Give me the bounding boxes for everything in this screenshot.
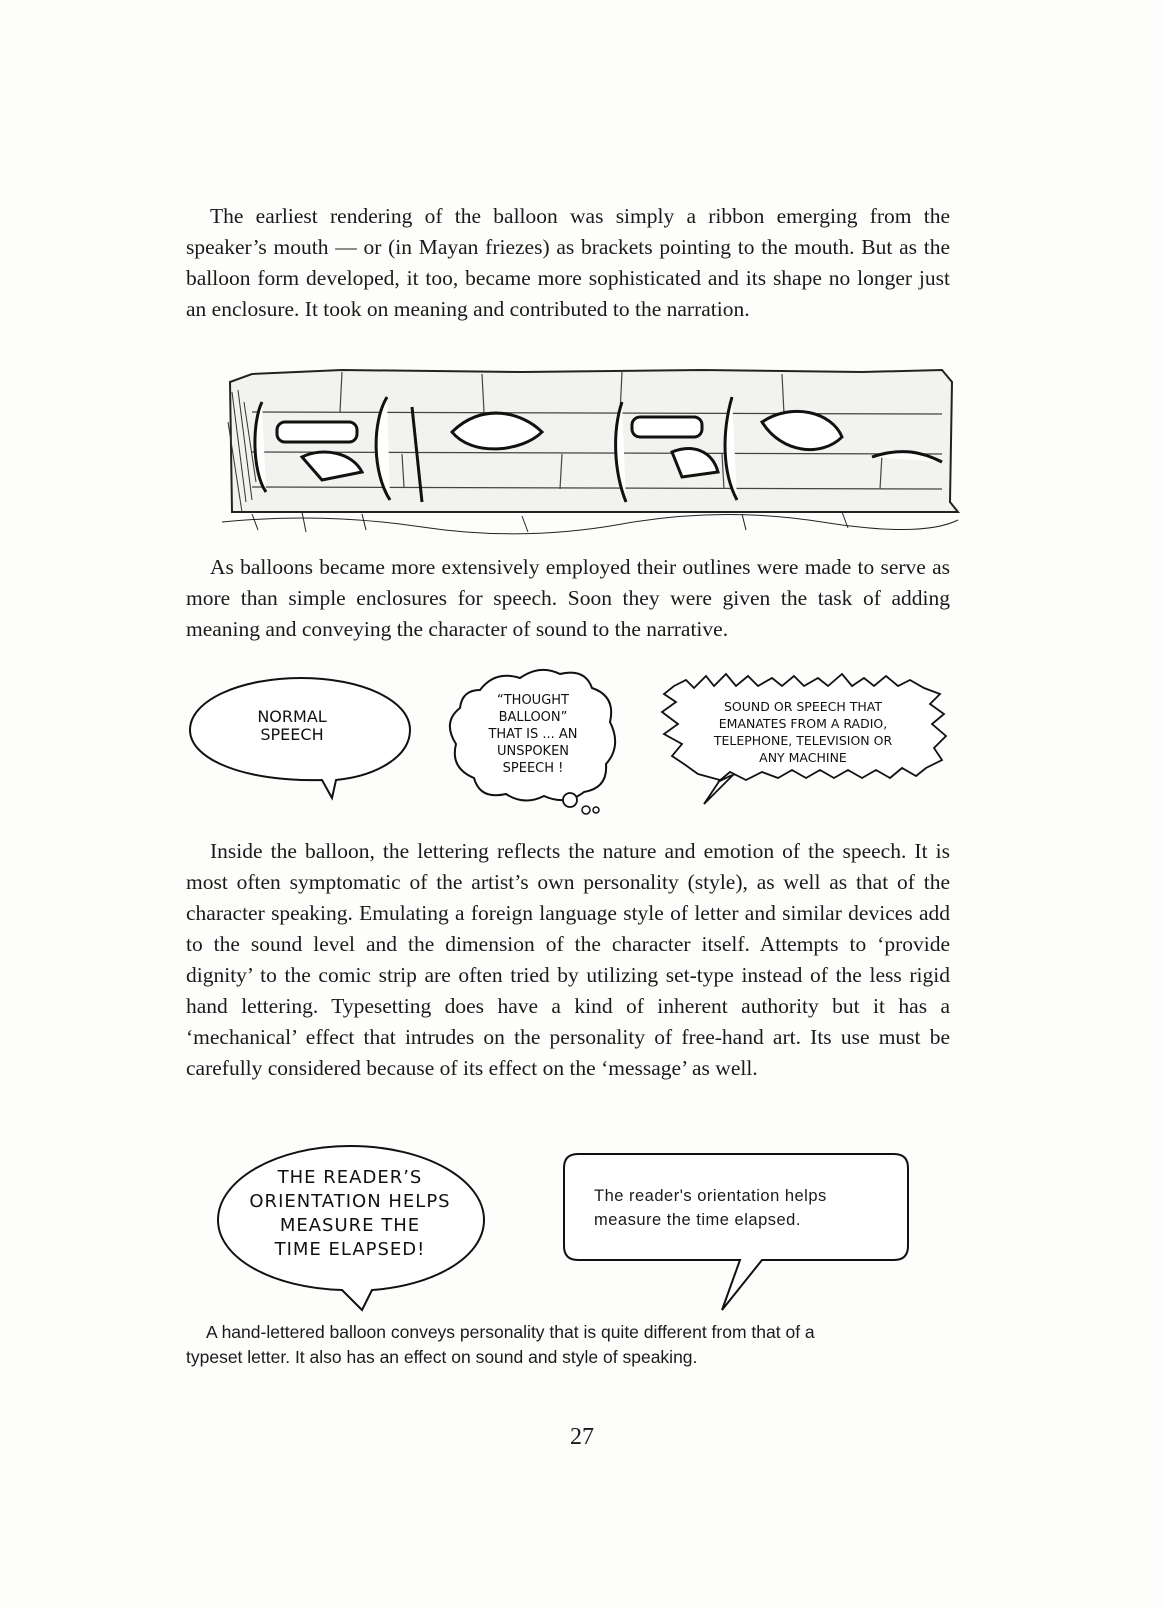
paragraph-2-text: As balloons became more extensively employed their outlines were made to serve as more than simple enclosures for speech. Soon they were given the task of adding meaning and conveying the character of sound to the narrative. [186, 555, 950, 641]
thought-balloon-line: “THOUGHT [497, 693, 569, 708]
machine-balloon-line: ANY MACHINE [759, 750, 847, 765]
thought-balloon [468, 692, 598, 777]
hand-balloon-line: ORIENTATION HELPS [249, 1191, 451, 1212]
thought-balloon-line: UNSPOKEN [496, 744, 570, 759]
hand-balloon-line: TIME ELAPSED! [274, 1239, 426, 1260]
paragraph-3 [186, 836, 950, 1084]
machine-balloon-line: EMANATES FROM A RADIO, [718, 716, 888, 731]
normal-speech-balloon [232, 708, 352, 745]
typeset-balloon-line: The reader's orientation helps [594, 1187, 827, 1205]
thought-balloon-line: SPEECH ! [502, 761, 564, 776]
hand-balloon-line: MEASURE THE [279, 1215, 421, 1236]
machine-balloon-line: SOUND OR SPEECH THAT [724, 699, 882, 714]
page-number: 27 [570, 1424, 594, 1450]
normal-balloon-line: NORMAL [257, 707, 327, 726]
mayan-frieze-illustration [222, 362, 958, 542]
thought-balloon-line: THAT IS ... AN [488, 727, 578, 742]
paragraph-1 [186, 201, 950, 325]
typeset-balloon-shape [562, 1150, 912, 1314]
hand-lettered-balloon [232, 1166, 468, 1262]
typeset-balloon-line: measure the time elapsed. [594, 1211, 801, 1229]
paragraph-2 [186, 552, 950, 645]
thought-balloon-line: BALLOON” [498, 710, 568, 725]
caption-line: typeset letter. It also has an effect on sound and style of speaking. [186, 1347, 698, 1367]
typeset-balloon [594, 1184, 894, 1232]
machine-speech-balloon [672, 698, 934, 766]
figure-caption [186, 1320, 956, 1370]
normal-balloon-line: SPEECH [260, 725, 324, 745]
caption-line: A hand-lettered balloon conveys personality that is quite different from that of a [206, 1322, 815, 1342]
paragraph-3-text: Inside the balloon, the lettering reflects the nature and emotion of the speech. It is most often symptomatic of the artist’s own personality (style), as well as that of the character speaking. Emulating a foreign language style of letter and similar devices add to the sound level and the dimension of the character itself. Attempts to ‘provide dignity’ to the comic strip are often tried by utilizing set-type instead of the less rigid hand lettering. Typesetting does have a kind of inherent authority but it has a ‘mechanical’ effect that intrudes on the personality of free-hand art. Its use must be carefully considered because of its effect on the ‘message’ as well. [186, 839, 950, 1080]
machine-balloon-line: TELEPHONE, TELEVISION OR [713, 733, 893, 748]
paragraph-1-text: The earliest rendering of the balloon was simply a ribbon emerging from the speaker’s mouth — or (in Mayan friezes) as brackets pointing to the mouth. But as the balloon form developed, it too, became more sophisticated and its shape no longer just an enclosure. It took on meaning and contributed to the narration. [186, 204, 950, 321]
hand-balloon-line: THE READER’S [277, 1167, 423, 1188]
